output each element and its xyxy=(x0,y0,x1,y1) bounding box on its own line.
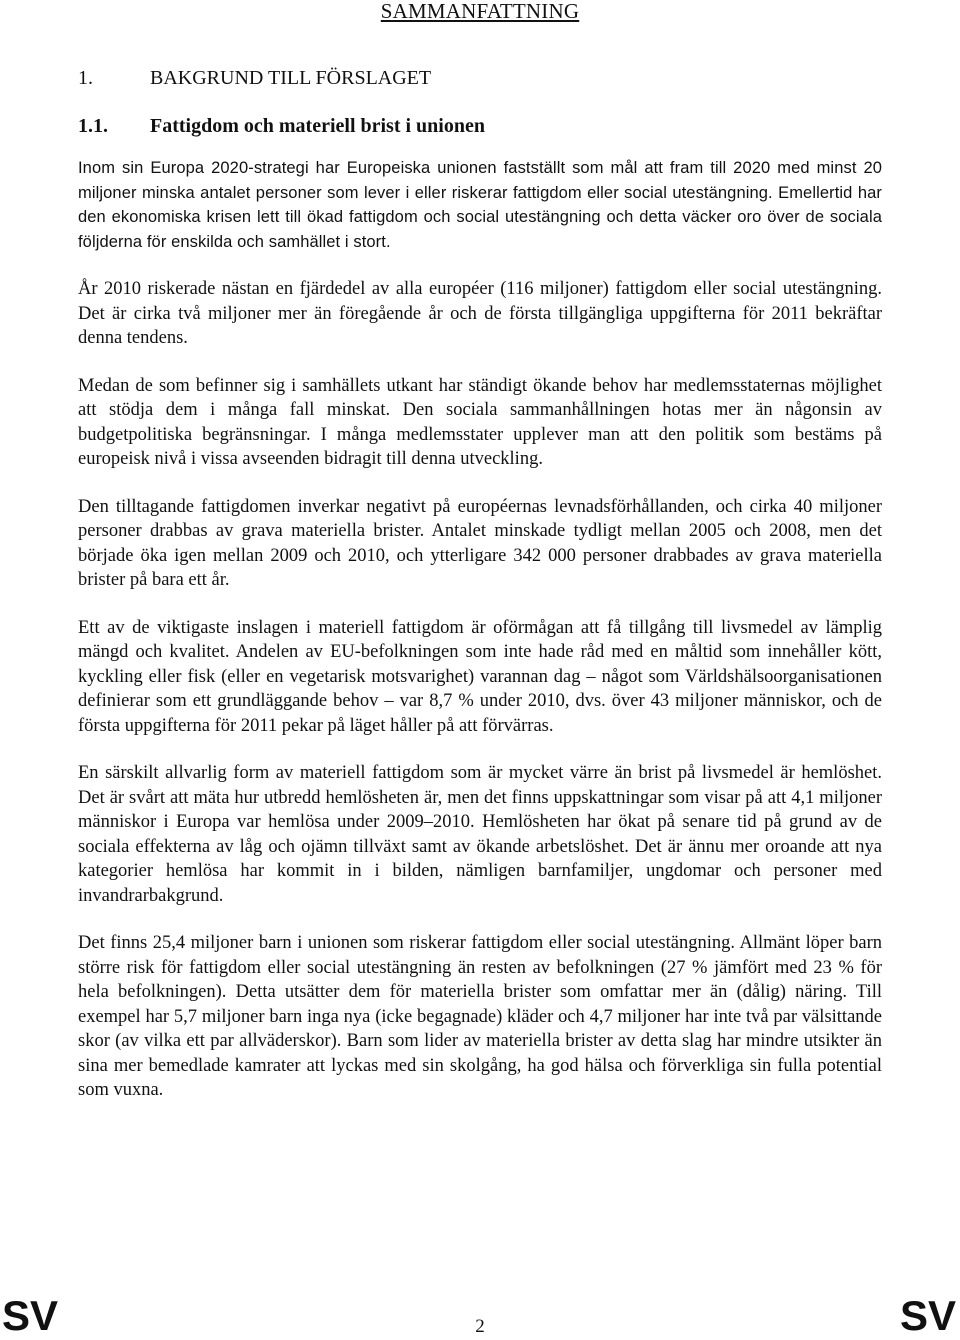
subsection-heading xyxy=(78,114,485,138)
footer-language-code-right: SV xyxy=(899,1292,956,1339)
subsection-title: Fattigdom och materiell brist i unionen xyxy=(150,115,485,137)
section-title: BAKGRUND TILL FÖRSLAGET xyxy=(150,67,432,89)
paragraph: Den tilltagande fattigdomen inverkar negativt på européernas levnadsförhållanden, och cirka 40 miljoner personer drabbas av grava materiella brister. Antalet minskade tydligt mellan 2005 och 2008, men det började öka igen mellan 2009 och 2010, och ytterligare 342 000 personer drabbades av grava materiella brister på bara ett år. xyxy=(78,496,882,590)
footer-language-code-left: SV xyxy=(2,1292,59,1339)
section-number: 1. xyxy=(78,67,93,89)
paragraph: Det finns 25,4 miljoner barn i unionen som riskerar fattigdom eller social utestängning. Allmänt löper barn större risk för fattigdom eller social utestängning än resten av befolkningen (27 % jämfört med 23 % för hela befolkningen). Detta utsätter dem för materiella brister som omfattar mer än (dålig) näring. Till exempel har 5,7 miljoner barn inga nya (icke begagnade) kläder och 4,7 miljoner har inte två par välsittande skor (av vilka ett par allväderskor). Barn som lider av materiella brister av detta slag har mindre utsikter än sina mer bemedlade kamrater att lyckas med sin skolgång, ha god hälsa och förverkliga sin fulla potential som vuxna. xyxy=(78,933,882,1100)
section-heading xyxy=(78,66,431,90)
page-title: SAMMANFATTNING xyxy=(380,0,580,23)
paragraph: Medan de som befinner sig i samhällets utkant har ständigt ökande behov har medlemsstaternas möjlighet att stödja dem i många fall minskat. Den sociala sammanhållningen hotas mer än någonsin av budgetpolitiska begränsningar. I många medlemsstater upplever man att den politik som bestäms på europeisk nivå i vissa avseenden bidragit till denna utveckling. xyxy=(78,375,882,469)
paragraph: En särskilt allvarlig form av materiell fattigdom som är mycket värre än brist på livsmedel är hemlöshet. Det är svårt att mäta hur utbredd hemlösheten är, men det finns uppskattningar som visar på att 4,1 miljoner människor i Europa var hemlösa under 2009–2010. Hemlösheten har ökat på senare tid på grund av de sociala effekterna av låg och ojämn tillväxt samt av ökande arbetslöshet. Det är ännu mer oroande att nya kategorier hemlösa har kommit in i bilden, nämligen barnfamiljer, ungdomar och personer med invandrarbakgrund. xyxy=(78,763,882,906)
page-number: 2 xyxy=(475,1316,485,1337)
body-text xyxy=(78,156,882,1126)
paragraph: År 2010 riskerade nästan en fjärdedel av alla européer (116 miljoner) fattigdom eller social utestängning. Det är cirka två miljoner mer än föregående år och de första tillgängliga uppgifterna för 2011 bekräftar denna tendens. xyxy=(78,279,882,348)
subsection-number: 1.1. xyxy=(78,115,108,137)
paragraph: Ett av de viktigaste inslagen i materiell fattigdom är oförmågan att få tillgång till livsmedel av lämplig mängd och kvalitet. Andelen av EU-befolkningen som inte hade råd med en måltid som innehåller kött, kyckling eller fisk (eller en vegetarisk motsvarighet) varannan dag – något som Världshälsoorganisationen definierar som ett grundläggande behov – var 8,7 % under 2010, dvs. över 43 miljoner människor, och de första uppgifterna för 2011 pekar på läget håller på att förvärras. xyxy=(78,617,882,736)
paragraph: Inom sin Europa 2020-strategi har Europeiska unionen fastställt som mål att fram till 2020 med minst 20 miljoner minska antalet personer som lever i eller riskerar fattigdom eller social utestängning. Emellertid har den ekonomiska krisen lett till ökad fattigdom och social utestängning och detta väcker oro över de sociala följderna för enskilda och samhället i stort. xyxy=(78,159,882,251)
